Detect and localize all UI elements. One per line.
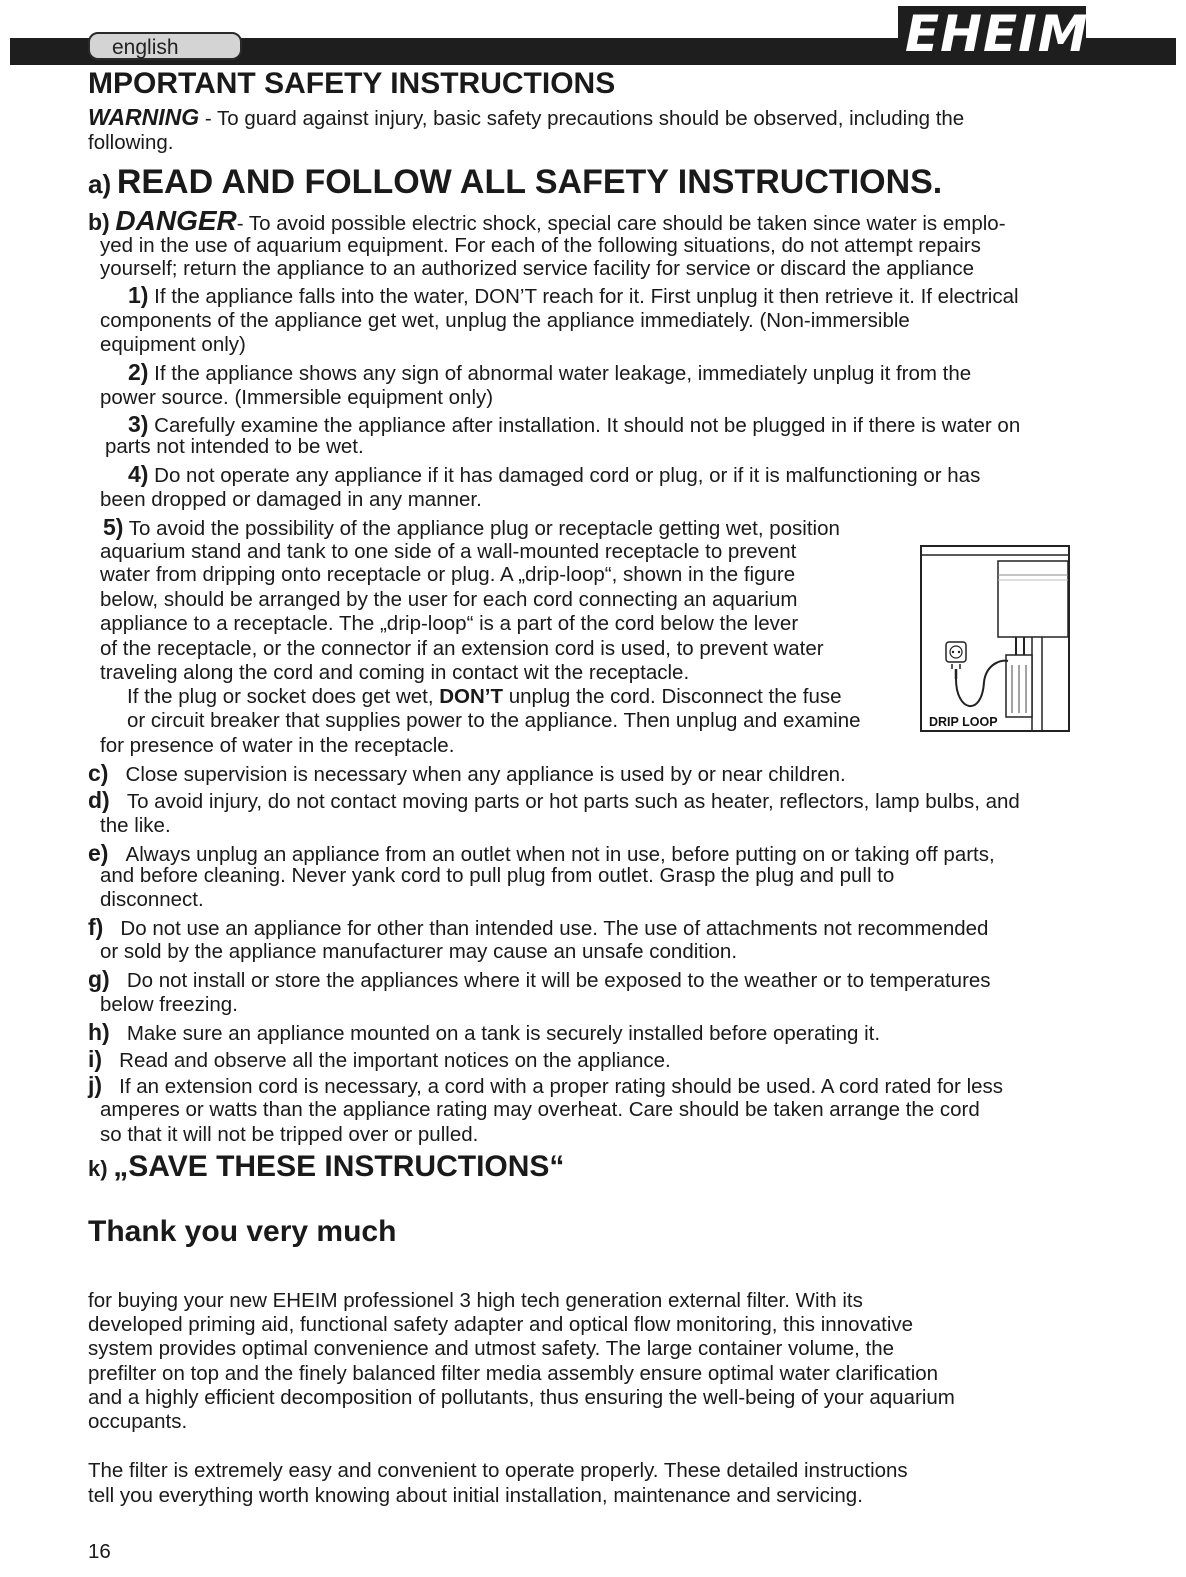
sub5-line8: [127, 685, 842, 709]
thanks-p2-line2: tell you everything worth knowing about initial installation, maintenance and servicing.: [88, 1484, 863, 1507]
item-h: [88, 1020, 880, 1046]
item-e-line2: and before cleaning. Never yank cord to pull plug from outlet. Grasp the plug and pull to: [100, 864, 895, 887]
item-e-label: e): [88, 840, 109, 866]
item-c: [88, 761, 846, 787]
item-g-line2: below freezing.: [100, 993, 238, 1016]
item-c-text: Close supervision is necessary when any appliance is used by or near children.: [125, 763, 846, 786]
sub4-line2: been dropped or damaged in any manner.: [100, 488, 482, 511]
thanks-p1-line6: occupants.: [88, 1410, 188, 1433]
sub2-line1: [128, 360, 971, 386]
sub5-line6: of the receptacle, or the connector if an extension cord is used, to prevent water: [100, 637, 824, 660]
item-a-text: READ AND FOLLOW ALL SAFETY INSTRUCTIONS.: [116, 163, 943, 201]
item-g-text1: Do not install or store the appliances where it will be exposed to the weather or to temperatures: [126, 969, 991, 992]
sub5-line5: appliance to a receptacle. The „drip-loop“ is a part of the cord below the lever: [100, 612, 799, 635]
thanks-p2-line1: The filter is extremely easy and convenient to operate properly. These detailed instructions: [88, 1459, 908, 1482]
item-d-line2: the like.: [100, 814, 171, 837]
item-f-text1: Do not use an appliance for other than intended use. The use of attachments not recommended: [120, 917, 989, 940]
item-i-text: Read and observe all the important notices on the appliance.: [119, 1049, 671, 1072]
warning-label: WARNING: [88, 104, 200, 130]
item-h-text: Make sure an appliance mounted on a tank is securely installed before operating it.: [126, 1022, 881, 1045]
item-g-line1: [88, 967, 991, 993]
sub1-line2: components of the appliance get wet, unplug the appliance immediately. (Non-immersible: [100, 309, 910, 332]
thanks-p1-line4: prefilter on top and the finely balanced filter media assembly ensure optimal water clarification: [88, 1362, 939, 1385]
brand-logo: EHEIM: [905, 5, 1089, 63]
warning-line1: [88, 105, 964, 131]
item-e-line3: disconnect.: [100, 888, 204, 911]
warning-text: - To guard against injury, basic safety precautions should be observed, including the: [199, 107, 965, 130]
danger-label: DANGER: [115, 205, 237, 236]
item-b-text1: - To avoid possible electric shock, special care should be taken since water is emplo-: [236, 212, 1006, 235]
item-h-label: h): [88, 1019, 110, 1045]
sub5-line9: or circuit breaker that supplies power to the appliance. Then unplug and examine: [127, 709, 861, 732]
item-f-label: f): [88, 914, 104, 940]
item-d-label: d): [88, 787, 110, 813]
item-j-text1: If an extension cord is necessary, a cord with a proper rating should be used. A cord rated for less: [119, 1075, 1004, 1098]
item-k-label: k): [88, 1156, 108, 1181]
item-i-label: i): [88, 1046, 103, 1072]
item-f-line1: [88, 915, 988, 941]
item-c-label: c): [88, 760, 109, 786]
sub4-text1: Do not operate any appliance if it has damaged cord or plug, or if it is malfunctioning or has: [148, 464, 981, 487]
drip-loop-label: DRIP LOOP: [929, 715, 998, 729]
page-number: 16: [88, 1540, 111, 1563]
sub4-num: 4): [128, 461, 149, 487]
item-b-line2: yed in the use of aquarium equipment. For each of the following situations, do not attempt repairs: [100, 234, 981, 257]
item-a-label: a): [88, 169, 112, 199]
item-a: [88, 160, 942, 209]
item-k: [88, 1150, 564, 1187]
sub5-line4: below, should be arranged by the user for each cord connecting an aquarium: [100, 588, 798, 611]
item-b-line3: yourself; return the appliance to an authorized service facility for service or discard the appliance: [100, 257, 974, 280]
sub1-line1: [128, 283, 1019, 309]
drip-loop-figure: [920, 545, 1070, 732]
item-j-label: j): [88, 1072, 103, 1098]
sub2-line2: power source. (Immersible equipment only): [100, 386, 494, 409]
sub3-num: 3): [128, 411, 149, 437]
sub3-text1: Carefully examine the appliance after installation. It should not be plugged in if there is water on: [148, 414, 1021, 437]
thanks-p1-line2: developed priming aid, functional safety adapter and optical flow monitoring, this innovative: [88, 1313, 914, 1336]
sub5-line7: traveling along the cord and coming in contact wit the receptacle.: [100, 661, 690, 684]
warning-line2: following.: [88, 131, 174, 154]
item-g-label: g): [88, 966, 110, 992]
sub5-line3: water from dripping onto receptacle or plug. A „drip-loop“, shown in the figure: [100, 563, 796, 586]
thanks-title: Thank you very much: [88, 1215, 397, 1248]
item-f-line2: or sold by the appliance manufacturer may cause an unsafe condition.: [100, 940, 738, 963]
sub1-text1: If the appliance falls into the water, DON’T reach for it. First unplug it then retrieve it. If electrical: [148, 285, 1019, 308]
sub5-line2: aquarium stand and tank to one side of a wall-mounted receptacle to prevent: [100, 540, 797, 563]
item-j-line3: so that it will not be tripped over or pulled.: [100, 1123, 479, 1146]
sub5-dont: DON’T: [439, 685, 504, 708]
thanks-p1-line5: and a highly efficient decomposition of pollutants, thus ensuring the well-being of your aquarium: [88, 1386, 955, 1409]
language-tab: english: [88, 32, 242, 60]
sub5-num: 5): [103, 514, 124, 540]
sub2-text1: If the appliance shows any sign of abnormal water leakage, immediately unplug it from the: [148, 362, 972, 385]
page-title: MPORTANT SAFETY INSTRUCTIONS: [88, 67, 616, 100]
item-e-text1: Always unplug an appliance from an outlet when not in use, before putting on or taking off parts,: [125, 843, 995, 866]
item-b-label: b): [88, 209, 110, 235]
sub1-line3: equipment only): [100, 333, 246, 356]
sub5-line1: [103, 515, 840, 541]
thanks-p1-line1: for buying your new EHEIM professionel 3 high tech generation external filter. With its: [88, 1289, 863, 1312]
item-i: [88, 1047, 671, 1073]
item-k-text: „SAVE THESE INSTRUCTIONS“: [113, 1150, 565, 1183]
sub5-line10: for presence of water in the receptacle.: [100, 734, 455, 757]
thanks-p1-line3: system provides optimal convenience and utmost safety. The large container volume, the: [88, 1337, 894, 1360]
item-d-line1: [88, 788, 1020, 814]
sub2-num: 2): [128, 359, 149, 385]
sub1-num: 1): [128, 282, 149, 308]
sub4-line1: [128, 462, 980, 488]
sub5-text8c: unplug the cord. Disconnect the fuse: [503, 685, 842, 708]
sub5-text8a: If the plug or socket does get wet,: [127, 685, 440, 708]
item-j-line2: amperes or watts than the appliance rating may overheat. Care should be taken arrange the cord: [100, 1098, 980, 1121]
drip-loop-illustration: [922, 547, 1068, 730]
item-d-text1: To avoid injury, do not contact moving parts or hot parts such as heater, reflectors, lamp bulbs, and: [126, 790, 1020, 813]
item-j-line1: [88, 1073, 1003, 1099]
sub3-line2: parts not intended to be wet.: [105, 435, 364, 458]
sub5-text1: To avoid the possibility of the appliance plug or receptacle getting wet, position: [123, 517, 840, 540]
